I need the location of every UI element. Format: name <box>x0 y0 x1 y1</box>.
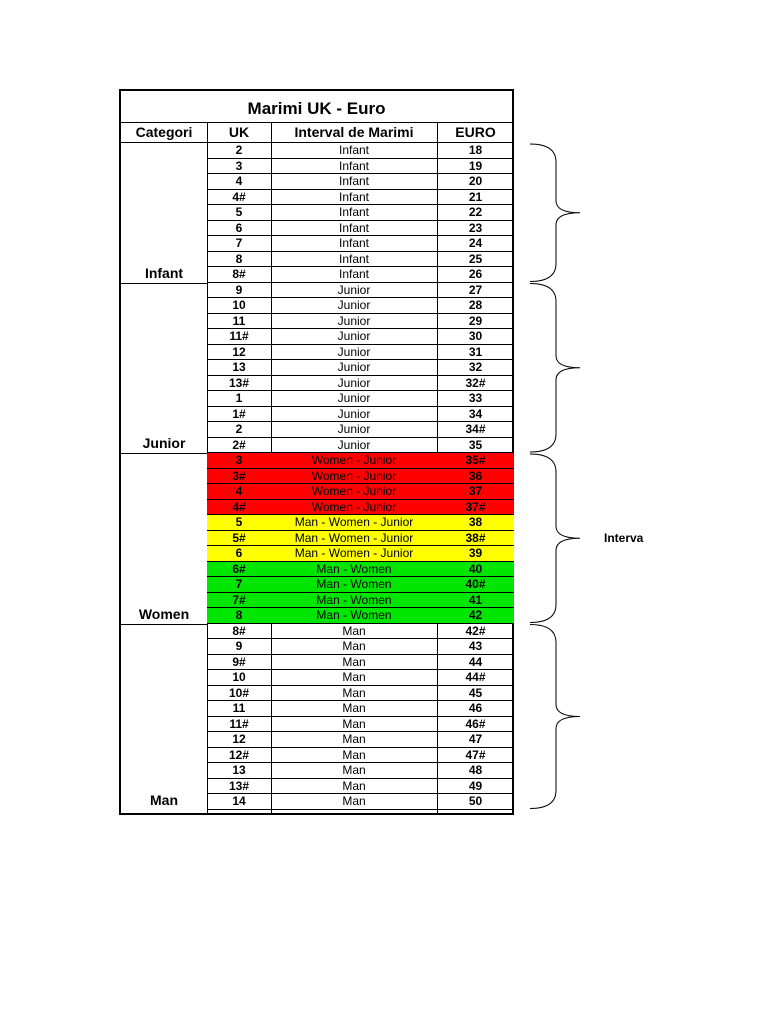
euro-cell: 38 <box>437 515 514 531</box>
uk-cell: 9# <box>207 655 271 671</box>
category-label: Man <box>150 791 178 808</box>
euro-cell: 40 <box>437 562 514 578</box>
euro-cell: 42# <box>437 624 514 640</box>
uk-cell: 5# <box>207 531 271 547</box>
uk-cell: 8 <box>207 608 271 624</box>
category-divider <box>121 453 207 454</box>
curly-brace <box>530 144 580 282</box>
euro-cell: 47# <box>437 748 514 764</box>
interval-cell: Women - Junior <box>271 500 437 516</box>
table-row <box>207 345 514 361</box>
uk-cell: 7 <box>207 577 271 593</box>
table-row <box>207 624 514 640</box>
table-row <box>207 205 514 221</box>
uk-cell: 4# <box>207 500 271 516</box>
euro-cell: 32# <box>437 376 514 392</box>
curly-brace <box>530 625 580 809</box>
interval-cell: Infant <box>271 267 437 283</box>
interval-cell: Man <box>271 655 437 671</box>
category-label: Women <box>138 605 190 622</box>
interval-cell: Junior <box>271 345 437 361</box>
header-interval: Interval de Marimi <box>294 124 414 140</box>
euro-cell: 47 <box>437 732 514 748</box>
euro-cell: 30 <box>437 329 514 345</box>
table-row <box>207 267 514 283</box>
table-row <box>207 376 514 392</box>
euro-cell: 28 <box>437 298 514 314</box>
category-label: Junior <box>142 435 186 451</box>
euro-cell: 35# <box>437 453 514 469</box>
interval-cell: Man <box>271 686 437 702</box>
interval-cell: Women - Junior <box>271 469 437 485</box>
uk-cell: 10 <box>207 298 271 314</box>
interval-cell: Women - Junior <box>271 453 437 469</box>
table-row <box>207 500 514 516</box>
table-row <box>207 143 514 159</box>
table-row <box>207 190 514 206</box>
table-row <box>207 562 514 578</box>
interval-cell: Infant <box>271 159 437 175</box>
uk-cell: 6 <box>207 221 271 237</box>
interval-cell: Infant <box>271 190 437 206</box>
uk-cell: 13 <box>207 763 271 779</box>
uk-cell: 11# <box>207 717 271 733</box>
euro-cell: 23 <box>437 221 514 237</box>
curly-brace <box>530 454 580 623</box>
table-row <box>207 670 514 686</box>
table-row <box>207 159 514 175</box>
interval-cell: Man - Women - Junior <box>271 531 437 547</box>
euro-cell: 34 <box>437 407 514 423</box>
euro-cell: 37# <box>437 500 514 516</box>
interval-cell: Infant <box>271 252 437 268</box>
interval-cell: Man <box>271 794 437 810</box>
euro-cell: 19 <box>437 159 514 175</box>
table-row <box>207 283 514 299</box>
uk-cell: 11# <box>207 329 271 345</box>
interval-cell: Man <box>271 624 437 640</box>
uk-cell: 10# <box>207 686 271 702</box>
uk-cell: 12 <box>207 732 271 748</box>
table-row <box>207 298 514 314</box>
interval-cell: Man - Women <box>271 593 437 609</box>
table-row <box>207 174 514 190</box>
uk-cell: 4 <box>207 484 271 500</box>
euro-cell: 50 <box>437 794 514 810</box>
uk-cell: 14 <box>207 794 271 810</box>
uk-cell: 6# <box>207 562 271 578</box>
interval-cell: Junior <box>271 407 437 423</box>
header-category: Categori <box>135 124 193 140</box>
table-row <box>207 391 514 407</box>
interval-cell: Women - Junior <box>271 484 437 500</box>
euro-cell: 22 <box>437 205 514 221</box>
table-row <box>207 252 514 268</box>
euro-cell: 18 <box>437 143 514 159</box>
uk-cell: 6 <box>207 546 271 562</box>
euro-cell: 41 <box>437 593 514 609</box>
interval-cell: Junior <box>271 391 437 407</box>
table-row <box>207 314 514 330</box>
table-row <box>207 329 514 345</box>
table-row <box>207 221 514 237</box>
euro-cell: 31 <box>437 345 514 361</box>
uk-cell: 11 <box>207 314 271 330</box>
table-row <box>207 701 514 717</box>
euro-cell: 20 <box>437 174 514 190</box>
euro-cell: 26 <box>437 267 514 283</box>
uk-cell: 7# <box>207 593 271 609</box>
interval-cell: Junior <box>271 360 437 376</box>
interval-cell: Junior <box>271 422 437 438</box>
table-row <box>207 360 514 376</box>
header-row <box>121 91 512 143</box>
uk-cell: 9 <box>207 639 271 655</box>
table-row <box>207 422 514 438</box>
table-row <box>207 469 514 485</box>
uk-cell: 3 <box>207 453 271 469</box>
euro-cell: 37 <box>437 484 514 500</box>
interval-cell: Man <box>271 701 437 717</box>
interval-cell: Infant <box>271 221 437 237</box>
euro-cell: 38# <box>437 531 514 547</box>
category-divider <box>121 624 207 625</box>
interval-cell: Junior <box>271 438 437 454</box>
table-row <box>207 236 514 252</box>
euro-cell: 46# <box>437 717 514 733</box>
table-row <box>207 655 514 671</box>
table-row <box>207 484 514 500</box>
table-row <box>207 531 514 547</box>
interval-cell: Junior <box>271 283 437 299</box>
interval-cell: Man <box>271 717 437 733</box>
size-table <box>119 89 514 815</box>
euro-cell: 36 <box>437 469 514 485</box>
euro-cell: 48 <box>437 763 514 779</box>
table-row <box>207 438 514 454</box>
euro-cell: 40# <box>437 577 514 593</box>
category-divider <box>121 283 207 284</box>
table-row <box>207 763 514 779</box>
interval-cell: Man <box>271 779 437 795</box>
interval-cell: Man - Women - Junior <box>271 515 437 531</box>
curly-brace <box>530 284 580 453</box>
uk-cell: 2 <box>207 143 271 159</box>
table-row <box>207 407 514 423</box>
interval-cell: Man <box>271 748 437 764</box>
interval-cell: Man <box>271 732 437 748</box>
euro-cell: 43 <box>437 639 514 655</box>
uk-cell: 1 <box>207 391 271 407</box>
euro-cell: 33 <box>437 391 514 407</box>
euro-cell: 25 <box>437 252 514 268</box>
table-row <box>207 608 514 624</box>
interval-cell: Junior <box>271 376 437 392</box>
uk-cell: 8# <box>207 267 271 283</box>
interval-cell: Man <box>271 670 437 686</box>
interval-cell: Man <box>271 639 437 655</box>
interval-cell: Infant <box>271 236 437 252</box>
euro-cell: 24 <box>437 236 514 252</box>
table-row <box>207 546 514 562</box>
uk-cell: 12# <box>207 748 271 764</box>
euro-cell: 27 <box>437 283 514 299</box>
euro-cell: 32 <box>437 360 514 376</box>
uk-cell: 11 <box>207 701 271 717</box>
header-divider <box>121 122 512 123</box>
table-row <box>207 732 514 748</box>
interval-cell: Man <box>271 763 437 779</box>
euro-cell: 45 <box>437 686 514 702</box>
interval-cell: Man - Women <box>271 577 437 593</box>
interval-cell: Junior <box>271 314 437 330</box>
interval-cell: Man - Women <box>271 562 437 578</box>
uk-cell: 2 <box>207 422 271 438</box>
uk-cell: 4 <box>207 174 271 190</box>
euro-cell: 21 <box>437 190 514 206</box>
uk-cell: 13 <box>207 360 271 376</box>
uk-cell: 7 <box>207 236 271 252</box>
table-row <box>207 515 514 531</box>
interval-cell: Infant <box>271 143 437 159</box>
table-row <box>207 593 514 609</box>
euro-cell: 39 <box>437 546 514 562</box>
uk-cell: 5 <box>207 515 271 531</box>
uk-cell: 12 <box>207 345 271 361</box>
uk-cell: 1# <box>207 407 271 423</box>
uk-cell: 13# <box>207 376 271 392</box>
interval-cell: Infant <box>271 174 437 190</box>
interval-cell: Infant <box>271 205 437 221</box>
uk-cell: 13# <box>207 779 271 795</box>
interval-cell: Man - Women - Junior <box>271 546 437 562</box>
euro-cell: 46 <box>437 701 514 717</box>
uk-cell: 3 <box>207 159 271 175</box>
table-row <box>207 639 514 655</box>
table-row <box>207 686 514 702</box>
euro-cell: 42 <box>437 608 514 624</box>
uk-cell: 8# <box>207 624 271 640</box>
euro-cell: 35 <box>437 438 514 454</box>
table-row <box>207 748 514 764</box>
header-euro: EURO <box>455 124 496 140</box>
header-uk: UK <box>228 124 250 140</box>
table-row <box>207 794 514 810</box>
uk-cell: 5 <box>207 205 271 221</box>
euro-cell: 49 <box>437 779 514 795</box>
uk-cell: 2# <box>207 438 271 454</box>
category-label: Infant <box>144 264 184 281</box>
table-row <box>207 577 514 593</box>
uk-cell: 10 <box>207 670 271 686</box>
euro-cell: 34# <box>437 422 514 438</box>
euro-cell: 44 <box>437 655 514 671</box>
table-title: Marimi UK - Euro <box>247 99 386 118</box>
interval-cell: Man - Women <box>271 608 437 624</box>
table-row <box>207 453 514 469</box>
interval-cell: Junior <box>271 329 437 345</box>
uk-cell: 9 <box>207 283 271 299</box>
table-row <box>207 779 514 795</box>
table-row <box>207 717 514 733</box>
euro-cell: 44# <box>437 670 514 686</box>
euro-cell: 29 <box>437 314 514 330</box>
uk-cell: 4# <box>207 190 271 206</box>
uk-cell: 3# <box>207 469 271 485</box>
uk-cell: 8 <box>207 252 271 268</box>
interval-label: Interva <box>604 531 644 545</box>
interval-cell: Junior <box>271 298 437 314</box>
